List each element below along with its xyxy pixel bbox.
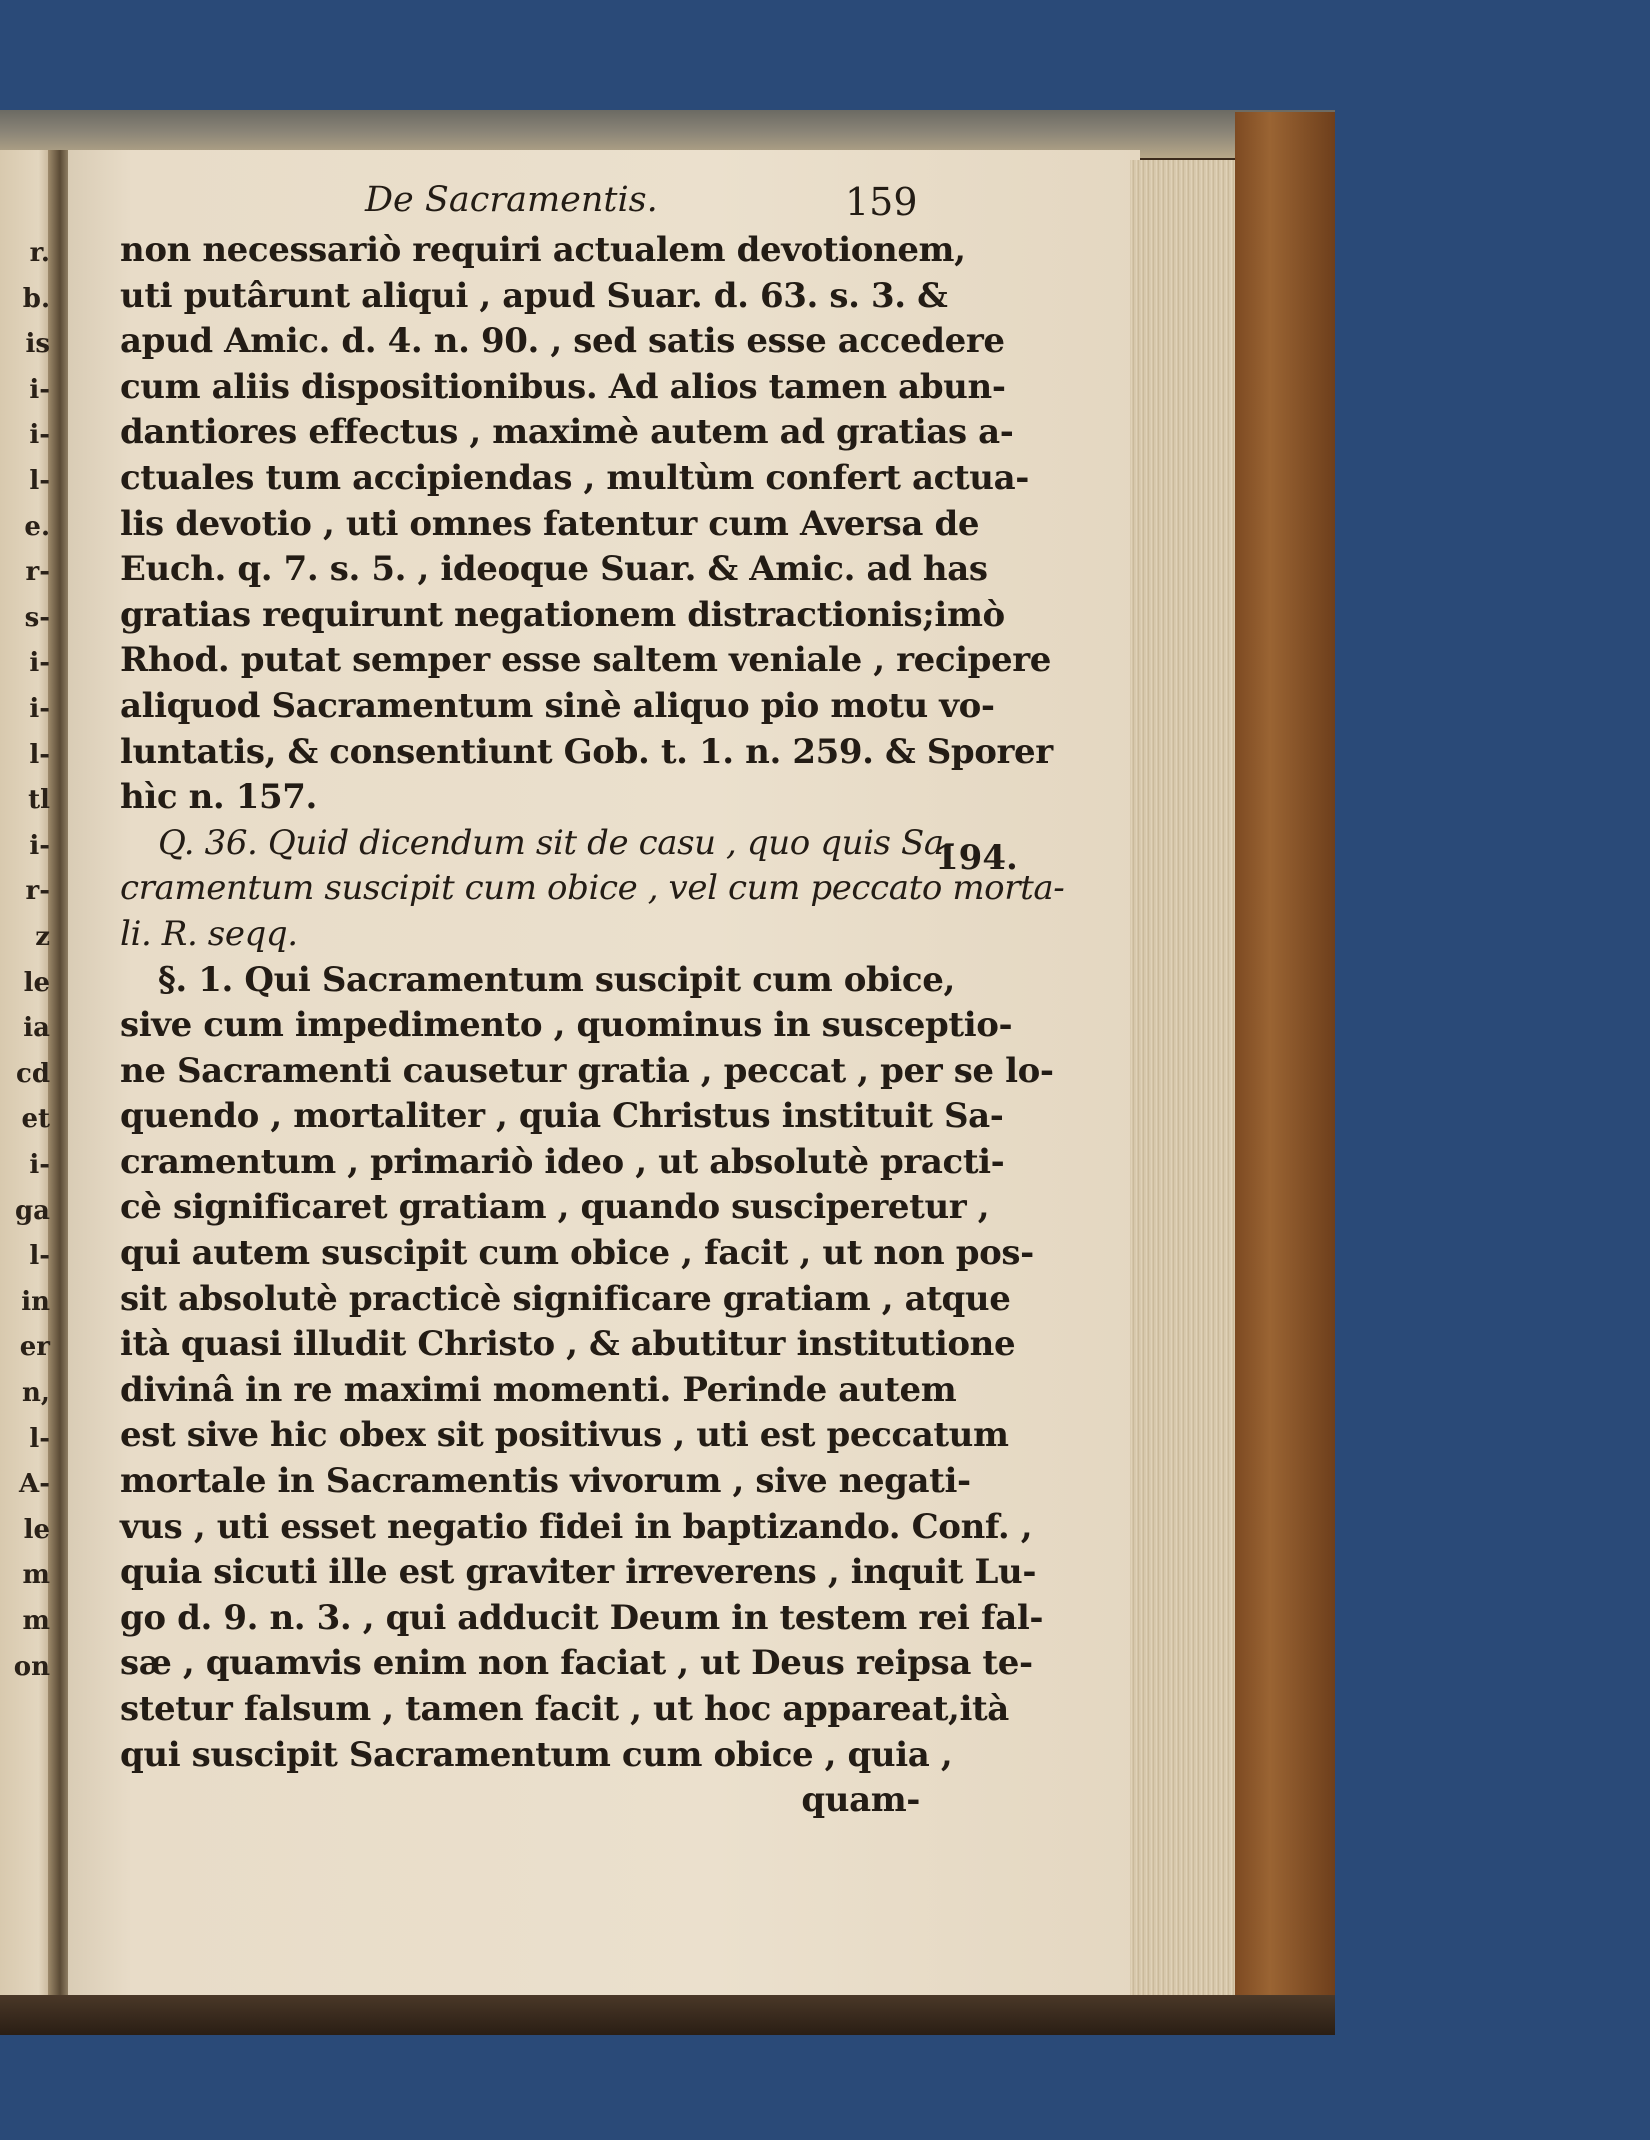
left-page-fragment: l- (29, 1423, 50, 1454)
text-line: hìc n. 157. (120, 777, 317, 818)
page-fore-edge (1130, 160, 1240, 2000)
text-line: go d. 9. n. 3. , qui adducit Deum in testem rei fal- (120, 1597, 1044, 1638)
left-page-fragment: i- (29, 374, 50, 405)
text-line: Euch. q. 7. s. 5. , ideoque Suar. & Amic. ad has (120, 549, 988, 590)
text-line: qui autem suscipit cum obice , facit , ut non pos- (120, 1233, 1034, 1274)
left-page-fragment: m (22, 1560, 50, 1591)
text-line: ctuales tum accipiendas , multùm confert actua- (120, 457, 1029, 498)
left-page-fragment: i- (29, 830, 50, 861)
left-page-fragment: e. (24, 511, 50, 542)
text-line: vus , uti esset negatio fidei in baptizando. Conf. , (120, 1506, 1033, 1547)
left-page-fragment: ia (23, 1013, 50, 1044)
left-page-fragment: A- (19, 1469, 50, 1500)
left-page-fragment: er (19, 1332, 50, 1363)
left-page-fragment: et (21, 1104, 50, 1135)
question-line: Q. 36. Quid dicendum sit de casu , quo quis Sa- (158, 822, 955, 863)
left-page-fragment: b. (22, 283, 50, 314)
question-line: li. R. seqq. (120, 913, 298, 954)
question-line: cramentum suscipit cum obice , vel cum peccato morta- (120, 868, 1065, 909)
text-line: non necessariò requiri actualem devotionem, (120, 230, 966, 270)
left-page-fragment: r. (29, 238, 50, 268)
left-page-fragment: l- (29, 1241, 50, 1272)
left-page-fragment: in (21, 1286, 50, 1317)
text-line: dantiores effectus , maximè autem ad gratias a- (120, 412, 1014, 453)
left-page-fragment: is (25, 329, 50, 360)
text-line: cramentum , primariò ideo , ut absolutè practi- (120, 1141, 1005, 1182)
left-page-fragment: l- (29, 466, 50, 496)
text-line: ità quasi illudit Christo , & abutitur institutione (120, 1324, 1016, 1365)
left-page-fragment: cd (15, 1058, 50, 1089)
left-page-fragment: r- (25, 557, 50, 588)
left-page-fragment: le (23, 1514, 50, 1545)
left-page-fragment: tl (28, 785, 50, 816)
text-line: qui suscipit Sacramentum cum obice , quia , (120, 1734, 953, 1775)
left-page-fragment: ga (14, 1195, 50, 1226)
left-page-fragment: i- (29, 694, 50, 724)
left-page-fragment: r- (25, 876, 50, 907)
text-line: est sive hic obex sit positivus , uti est peccatum (120, 1415, 1009, 1456)
text-line: ne Sacramenti causetur gratia , peccat , per se lo- (120, 1050, 1054, 1091)
page-number: 159 (845, 180, 918, 224)
text-line: cè significaret gratiam , quando susciperetur , (120, 1187, 990, 1228)
text-line: sæ , quamvis enim non faciat , ut Deus reipsa te- (120, 1643, 1033, 1684)
left-page-fragment: i- (29, 648, 50, 679)
left-page-fragment: l- (29, 739, 50, 770)
left-page-fragment: on (13, 1651, 50, 1682)
leather-cover (1235, 112, 1335, 2002)
catchword: quam- (801, 1780, 920, 1821)
text-line: uti putârunt aliqui , apud Suar. d. 63. s. 3. & (120, 275, 948, 316)
text-line: quendo , mortaliter , quia Christus instituit Sa- (120, 1096, 1004, 1137)
left-page-fragment: i- (29, 1150, 50, 1180)
text-line: quia sicuti ille est graviter irreverens , inquit Lu- (120, 1552, 1037, 1593)
text-line: apud Amic. d. 4. n. 90. , sed satis esse accedere (120, 321, 1005, 362)
left-page-fragment: i- (29, 420, 50, 451)
text-line: sit absolutè practicè significare gratiam , atque (120, 1278, 1011, 1319)
left-page-fragment: m (22, 1606, 50, 1636)
text-line: cum aliis dispositionibus. Ad alios tamen abun- (120, 366, 1006, 407)
left-page-fragment: n, (22, 1378, 50, 1408)
book-bottom-edge (0, 1995, 1335, 2035)
text-line: stetur falsum , tamen facit , ut hoc appareat,ità (120, 1689, 1009, 1729)
text-line: mortale in Sacramentis vivorum , sive negati- (120, 1461, 971, 1502)
marginal-note: 194. (935, 838, 1018, 878)
text-line: divinâ in re maximi momenti. Perinde autem (120, 1369, 957, 1410)
text-line: gratias requirunt negationem distractionis;imò (120, 594, 1005, 635)
text-line: sive cum impedimento , quominus in susceptio- (120, 1005, 1013, 1046)
text-line: lis devotio , uti omnes fatentur cum Aversa de (120, 503, 980, 544)
text-line: luntatis, & consentiunt Gob. t. 1. n. 259. & Sporer (120, 731, 1053, 772)
left-page-fragment: z (35, 922, 50, 952)
text-line: §. 1. Qui Sacramentum suscipit cum obice, (158, 959, 955, 1000)
left-page-fragment: le (23, 967, 50, 998)
text-line: Rhod. putat semper esse saltem veniale , recipere (120, 640, 1052, 681)
running-head: De Sacramentis. (365, 180, 658, 220)
text-line: aliquod Sacramentum sinè aliquo pio motu vo- (120, 685, 995, 726)
left-page-fragment: s- (24, 602, 50, 633)
